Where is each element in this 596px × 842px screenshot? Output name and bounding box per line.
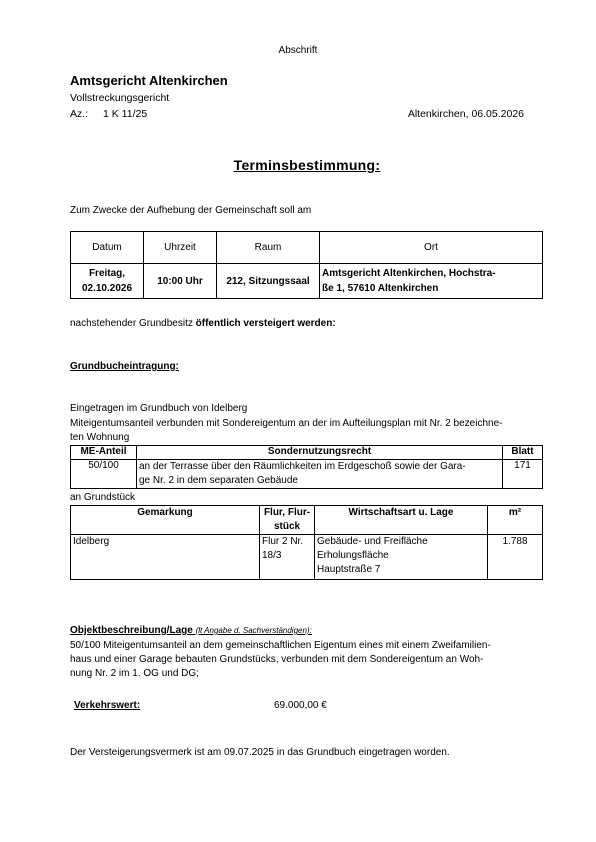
wa-line-1: Gebäude- und Freifläche	[317, 536, 428, 547]
appointment-table	[70, 231, 543, 299]
ort-line-1: Amtsgericht Altenkirchen, Hochstra-	[322, 268, 496, 279]
miteigentum-text	[70, 417, 546, 445]
objekt-line-1: 50/100 Miteigentumsanteil an dem gemeinschaftlichen Eigentum eines mit einem Zweifamilien-	[70, 640, 491, 651]
objekt-heading-text: Objektbeschreibung/Lage	[70, 625, 193, 636]
wa-line-3: Hauptstraße 7	[317, 564, 381, 575]
intro-text: Zum Zwecke der Aufhebung der Gemeinschaft soll am	[70, 205, 312, 216]
case-number: 1 K 11/25	[103, 108, 148, 120]
header-ort: Ort	[320, 232, 543, 264]
objekt-line-2: haus und einer Garage bebauten Grundstücks, verbunden mit dem Sondereigentum an Woh-	[70, 654, 484, 665]
recht-line-2: ge Nr. 2 in dem separaten Gebäude	[139, 475, 298, 486]
document-title: Terminsbestimmung:	[233, 157, 381, 173]
court-department: Vollstreckungsgericht	[70, 92, 170, 104]
header-flur-line-2: stück	[273, 521, 301, 532]
auction-statement	[70, 318, 336, 329]
cell-uhrzeit: 10:00 Uhr	[144, 264, 217, 299]
header-raum: Raum	[217, 232, 320, 264]
wa-line-2: Erholungsfläche	[317, 550, 389, 561]
header-gemarkung: Gemarkung	[71, 506, 260, 535]
footer-note: Der Versteigerungsvermerk ist am 09.07.2025 in das Grundbuch eingetragen worden.	[70, 747, 450, 758]
auction-statement-plain: nachstehender Grundbesitz	[70, 318, 196, 329]
auction-statement-bold: öffentlich versteigert werden:	[195, 318, 336, 329]
abschrift-label: Abschrift	[278, 45, 318, 56]
flur-line-1: Flur 2 Nr.	[262, 536, 304, 547]
objekt-heading	[70, 625, 312, 636]
cell-me-anteil: 50/100	[71, 460, 137, 489]
recht-line-1: an der Terrasse über den Räumlichkeiten im Erdgeschoß sowie der Gara-	[139, 461, 466, 472]
miteigentum-line-2: ten Wohnung	[70, 432, 130, 443]
cell-datum	[71, 264, 144, 299]
objekt-line-3: nung Nr. 2 im 1. OG und DG;	[70, 668, 199, 679]
header-m2: m²	[488, 506, 543, 535]
place-date: Altenkirchen, 06.05.2026	[407, 108, 524, 120]
datum-date: 02.10.2026	[81, 283, 133, 294]
parcel-table	[70, 505, 543, 580]
objekt-heading-note: (lt Angabe d. Sachverständigen):	[195, 626, 312, 635]
grundbuch-heading: Grundbucheintragung:	[70, 361, 179, 372]
datum-weekday: Freitag,	[88, 268, 126, 279]
header-wirtschaftsart: Wirtschaftsart u. Lage	[315, 506, 488, 535]
cell-m2: 1.788	[488, 535, 543, 580]
verkehrswert-label: Verkehrswert:	[74, 700, 141, 711]
cell-sondernutzungsrecht	[137, 460, 503, 489]
miteigentum-line-1: Miteigentumsanteil verbunden mit Sondereigentum an der im Aufteilungsplan mit Nr. 2 bezeichne-	[70, 418, 503, 429]
ownership-share-table	[70, 445, 543, 489]
header-blatt: Blatt	[503, 446, 543, 460]
grundbuch-entry: Eingetragen im Grundbuch von Idelberg	[70, 403, 248, 414]
cell-ort	[320, 264, 543, 299]
ort-line-2: ße 1, 57610 Altenkirchen	[322, 283, 439, 294]
cell-raum: 212, Sitzungssaal	[217, 264, 320, 299]
cell-gemarkung: Idelberg	[71, 535, 260, 580]
cell-wirtschaftsart	[315, 535, 488, 580]
cell-blatt: 171	[503, 460, 543, 489]
header-flur-line-1: Flur, Flur-	[263, 507, 311, 518]
cell-flur	[260, 535, 315, 580]
header-uhrzeit: Uhrzeit	[144, 232, 217, 264]
header-me-anteil: ME-Anteil	[71, 446, 137, 460]
header-datum: Datum	[71, 232, 144, 264]
grundstueck-label: an Grundstück	[70, 492, 136, 503]
court-name: Amtsgericht Altenkirchen	[70, 73, 228, 88]
flur-line-2: 18/3	[262, 550, 282, 561]
case-number-label: Az.:	[70, 108, 89, 120]
objekt-description	[70, 639, 546, 681]
verkehrswert-value: 69.000,00 €	[274, 700, 327, 711]
header-flur	[260, 506, 315, 535]
header-sondernutzungsrecht: Sondernutzungsrecht	[137, 446, 503, 460]
